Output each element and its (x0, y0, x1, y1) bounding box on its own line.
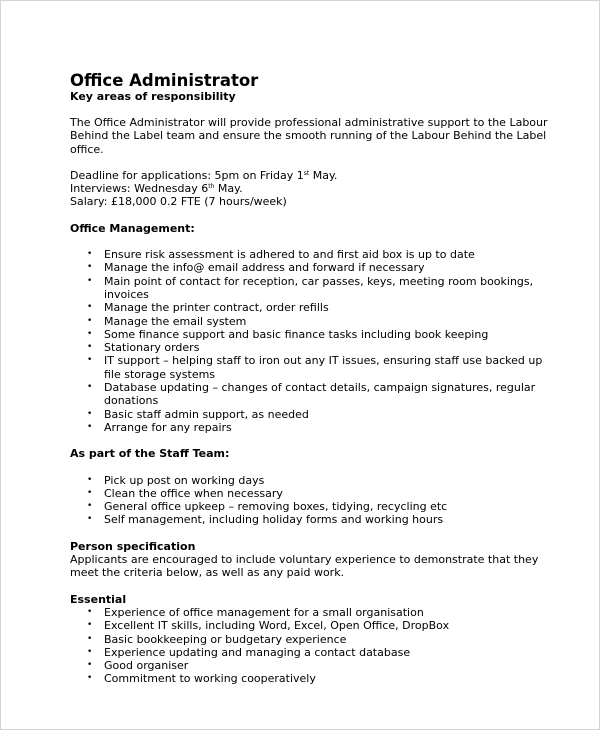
list-item (70, 341, 550, 354)
document-subtitle: Key areas of responsibility (70, 90, 236, 103)
staff-team-list (70, 474, 550, 527)
list-item (70, 248, 550, 261)
list-item-text: Basic staff admin support, as needed (104, 407, 309, 421)
section-heading-staff-team: As part of the Staff Team: (70, 447, 230, 461)
list-item (70, 619, 550, 632)
list-item-text: Manage the printer contract, order refills (104, 301, 329, 315)
list-item (70, 315, 550, 328)
bullet-icon: • (87, 474, 93, 485)
list-item-text: General office upkeep – removing boxes, tidying, recycling etc (104, 500, 448, 514)
list-item-text: Manage the info@ email address and forward if necessary (104, 261, 425, 275)
list-item (70, 408, 550, 421)
deadline-line: Deadline for applications: 5pm on Friday 1st May. (70, 168, 338, 182)
bullet-icon: • (87, 501, 93, 512)
list-item (70, 328, 550, 341)
list-item-text: Clean the office when necessary (104, 486, 283, 500)
essential-list (70, 606, 550, 686)
list-item (70, 672, 550, 685)
bullet-icon: • (87, 249, 93, 260)
section-heading-person-specification: Person specification (70, 539, 196, 553)
office-management-list (70, 248, 550, 434)
list-item-text: Database updating – changes of contact details, campaign signatures, regular donations (104, 381, 536, 408)
list-item (70, 421, 550, 434)
bullet-icon: • (87, 606, 93, 617)
list-item (70, 659, 550, 672)
list-item-text: IT support – helping staff to iron out any IT issues, ensuring staff use backed up file storage systems (104, 354, 543, 381)
list-item (70, 513, 550, 526)
list-item-text: Experience updating and managing a contact database (104, 645, 411, 659)
bullet-icon: • (87, 620, 93, 631)
list-item (70, 275, 550, 302)
bullet-icon: • (87, 487, 93, 498)
list-item (70, 381, 550, 408)
list-item-text: Arrange for any repairs (104, 420, 232, 434)
list-item (70, 301, 550, 314)
bullet-icon: • (87, 514, 93, 525)
document-content (70, 71, 550, 686)
person-specification-text: Applicants are encouraged to include voluntary experience to demonstrate that they meet the criteria below, as well as any paid work. (70, 553, 539, 580)
list-item-text: Self management, including holiday forms and working hours (104, 513, 444, 527)
list-item (70, 606, 550, 619)
list-item (70, 500, 550, 513)
list-item-text: Main point of contact for reception, car passes, keys, meeting room bookings, invoices (104, 274, 534, 301)
list-item-text: Pick up post on working days (104, 473, 265, 487)
bullet-icon: • (87, 408, 93, 419)
list-item-text: Stationary orders (104, 341, 200, 355)
list-item-text: Excellent IT skills, including Word, Excel, Open Office, DropBox (104, 619, 450, 633)
bullet-icon: • (87, 262, 93, 273)
salary-line: Salary: £18,000 0.2 FTE (7 hours/week) (70, 195, 287, 209)
list-item (70, 633, 550, 646)
section-heading-office-management: Office Management: (70, 221, 195, 235)
bullet-icon: • (87, 646, 93, 657)
list-item-text: Commitment to working cooperatively (104, 672, 316, 686)
bullet-icon: • (87, 315, 93, 326)
bullet-icon: • (87, 421, 93, 432)
list-item (70, 487, 550, 500)
list-item-text: Manage the email system (104, 314, 247, 328)
bullet-icon: • (87, 355, 93, 366)
list-item (70, 354, 550, 381)
list-item (70, 474, 550, 487)
list-item-text: Some finance support and basic finance tasks including book keeping (104, 327, 489, 341)
interviews-line: Interviews: Wednesday 6th May. (70, 182, 243, 196)
bullet-icon: • (87, 673, 93, 684)
list-item-text: Experience of office management for a small organisation (104, 605, 424, 619)
list-item-text: Good organiser (104, 659, 189, 673)
list-item (70, 261, 550, 274)
list-item-text: Ensure risk assessment is adhered to and first aid box is up to date (104, 248, 475, 262)
list-item-text: Basic bookkeeping or budgetary experience (104, 632, 347, 646)
bullet-icon: • (87, 342, 93, 353)
bullet-icon: • (87, 275, 93, 286)
list-item (70, 646, 550, 659)
intro-paragraph: The Office Administrator will provide professional administrative support to the Labour Behind the Label team and ensure the smooth running of the Labour Behind the Label office. (70, 116, 548, 156)
bullet-icon: • (87, 328, 93, 339)
document-title: Office Administrator (70, 71, 259, 90)
bullet-icon: • (87, 660, 93, 671)
bullet-icon: • (87, 633, 93, 644)
bullet-icon: • (87, 382, 93, 393)
section-heading-essential: Essential (70, 592, 127, 606)
bullet-icon: • (87, 302, 93, 313)
